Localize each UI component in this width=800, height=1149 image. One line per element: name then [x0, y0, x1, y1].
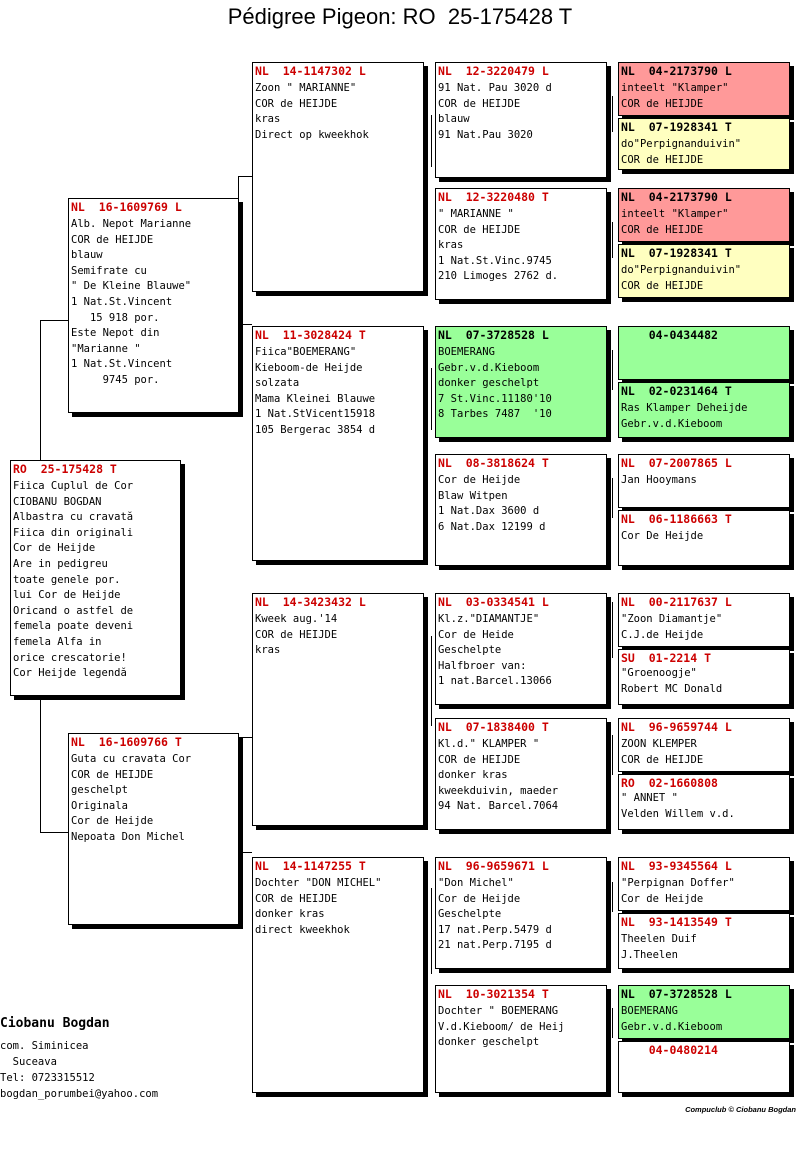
note-line: Mama Kleinei Blauwe — [255, 392, 376, 405]
great-grandparent-card[interactable] — [435, 326, 607, 438]
note-line: Velden Willem v.d. — [621, 807, 735, 820]
note-line: Jan Hooymans — [621, 474, 697, 486]
note-line: Fiica Cuplul de Cor — [13, 480, 134, 492]
ancestor-card[interactable] — [618, 510, 790, 566]
note-line: BOEMERANG — [621, 1005, 678, 1017]
ring-number: NL 07-3728528 L — [621, 987, 732, 1001]
note-line: 1 Nat.St.Vincent — [71, 295, 173, 308]
note-line: COR de HEIJDE — [438, 223, 521, 236]
connector — [238, 324, 252, 325]
ring-number: NL 11-3028424 T — [255, 328, 366, 342]
note-line: orice crescatorie! — [13, 651, 127, 664]
note-line: Fiica"BOEMERANG" — [255, 346, 357, 358]
note-line: Dochter " BOEMERANG — [438, 1005, 559, 1017]
ancestor-card[interactable] — [618, 857, 790, 911]
great-grandparent-card[interactable] — [435, 188, 607, 300]
note-line: inteelt "Klamper" — [621, 208, 729, 220]
note-line: Originala — [71, 799, 128, 812]
connector — [612, 222, 613, 258]
note-line: J.Theelen — [621, 948, 678, 961]
note-line: donker kras — [255, 908, 325, 921]
ring-number: NL 07-3728528 L — [438, 328, 549, 342]
ancestor-card[interactable] — [618, 718, 790, 772]
note-line: "Don Michel" — [438, 877, 514, 889]
sire-card[interactable] — [68, 198, 239, 413]
note-line: Fiica din originali — [13, 526, 134, 539]
note-line: kras — [255, 113, 281, 126]
note-line: solzata — [255, 377, 300, 390]
note-line: Albastra cu cravată — [13, 511, 134, 524]
ring-number: NL 14-1147302 L — [255, 64, 366, 78]
note-line: Cor de Heijde — [71, 815, 154, 828]
ring-number: NL 03-0334541 L — [438, 595, 549, 609]
grandparent-card[interactable] — [252, 593, 424, 826]
note-line: Robert MC Donald — [621, 682, 723, 695]
connector — [40, 832, 68, 833]
ancestor-card[interactable] — [618, 244, 790, 298]
ring-number: SU 01-2214 T — [621, 651, 712, 665]
connector — [612, 1008, 613, 1038]
note-line: Kweek aug.'14 — [255, 613, 338, 625]
connector — [431, 115, 432, 167]
ring-number: NL 16-1609766 T — [71, 735, 182, 749]
note-line: Cor De Heijde — [621, 530, 704, 542]
connector — [431, 636, 432, 726]
note-line: blauw — [438, 113, 470, 126]
note-line: "Perpignan Doffer" — [621, 877, 735, 889]
subject-pigeon-card[interactable] — [10, 460, 181, 696]
ring-number: RO 02-1660808 — [621, 776, 718, 790]
connector — [40, 700, 41, 832]
ancestor-card[interactable] — [618, 649, 790, 705]
connector — [612, 478, 613, 518]
ancestor-card[interactable] — [618, 118, 790, 170]
note-line: Cor de Heijde — [13, 542, 96, 555]
note-line: Zoon " MARIANNE" — [255, 82, 357, 94]
note-line: "Marianne " — [71, 342, 141, 355]
great-grandparent-card[interactable] — [435, 857, 607, 969]
ring-number: NL 16-1609769 L — [71, 200, 182, 214]
note-line: Cor de Heide — [438, 628, 514, 641]
great-grandparent-card[interactable] — [435, 454, 607, 566]
ancestor-card[interactable] — [618, 913, 790, 969]
grandparent-card[interactable] — [252, 62, 424, 292]
note-line: Alb. Nepot Marianne — [71, 218, 192, 230]
ancestor-card[interactable] — [618, 454, 790, 508]
note-line: donker kras — [438, 769, 508, 782]
owner-address-line: com. Siminicea — [0, 1040, 89, 1052]
connector — [431, 368, 432, 430]
ring-number: NL 12-3220480 T — [438, 190, 549, 204]
ancestor-card[interactable] — [618, 62, 790, 116]
note-line: Kl.d." KLAMPER " — [438, 738, 540, 750]
ring-number: NL 08-3818624 T — [438, 456, 549, 470]
ring-number: NL 93-1413549 T — [621, 915, 732, 929]
note-line: " De Kleine Blauwe" — [71, 280, 192, 293]
note-line: 9745 por. — [71, 373, 160, 386]
note-line: C.J.de Heijde — [621, 628, 704, 641]
note-line: Cor de Heijde — [621, 892, 704, 905]
note-line: COR de HEIJDE — [71, 768, 154, 781]
connector — [431, 888, 432, 974]
connector — [612, 602, 613, 658]
note-line: Kieboom-de Heijde — [255, 361, 363, 374]
note-line: do"Perpignanduivin" — [621, 138, 742, 150]
ring-number: NL 93-9345564 L — [621, 859, 732, 873]
note-line: 91 Nat. Pau 3020 d — [438, 82, 552, 94]
connector — [612, 96, 613, 132]
ring-number: 04-0434482 — [621, 328, 718, 342]
note-line: do"Perpignanduivin" — [621, 264, 742, 276]
note-line: 1 Nat.StVicent15918 — [255, 408, 376, 421]
great-grandparent-card[interactable] — [435, 985, 607, 1093]
note-line: 6 Nat.Dax 12199 d — [438, 520, 546, 533]
note-line: COR de HEIJDE — [438, 97, 521, 110]
note-line: 8 Tarbes 7487 '10 — [438, 408, 552, 421]
ring-number: NL 96-9659671 L — [438, 859, 549, 873]
note-line: "Zoon Diamantje" — [621, 613, 723, 625]
note-line: femela poate deveni — [13, 620, 134, 633]
ancestor-card[interactable] — [618, 774, 790, 830]
great-grandparent-card[interactable] — [435, 718, 607, 830]
note-line: COR de HEIJDE — [255, 892, 338, 905]
connector — [40, 320, 68, 321]
note-line: COR de HEIJDE — [621, 97, 704, 110]
grandparent-card[interactable] — [252, 857, 424, 1093]
connector — [238, 176, 252, 177]
note-line: blauw — [71, 249, 103, 262]
note-line: COR de HEIJDE — [255, 97, 338, 110]
note-line: COR de HEIJDE — [255, 628, 338, 641]
note-line: 94 Nat. Barcel.7064 — [438, 800, 559, 813]
note-line: Cor de Heijde — [438, 892, 521, 905]
note-line: Guta cu cravata Cor — [71, 753, 192, 765]
footer-credit: Compuclub © Ciobanu Bogdan — [685, 1105, 796, 1114]
note-line: " ANNET " — [621, 792, 678, 804]
note-line: Halfbroer van: — [438, 659, 527, 672]
note-line: 210 Limoges 2762 d. — [438, 270, 559, 283]
note-line: Ras Klamper Deheijde — [621, 402, 748, 414]
ring-number: NL 06-1186663 T — [621, 512, 732, 526]
note-line: 17 nat.Perp.5479 d — [438, 923, 552, 936]
ring-number: NL 12-3220479 L — [438, 64, 549, 78]
note-line: 7 St.Vinc.11180'10 — [438, 392, 552, 405]
ring-number: RO 25-175428 T — [13, 462, 117, 476]
connector — [612, 350, 613, 390]
ancestor-card[interactable] — [618, 382, 790, 438]
connector — [612, 882, 613, 912]
note-line: "Groenoogje" — [621, 667, 697, 679]
note-line: kras — [255, 644, 281, 657]
owner-email: bogdan_porumbei@yahoo.com — [0, 1088, 159, 1100]
note-line: 15 918 por. — [71, 311, 160, 324]
ring-number: NL 14-1147255 T — [255, 859, 366, 873]
note-line: Oricand o astfel de — [13, 604, 134, 617]
note-line: ZOON KLEMPER — [621, 738, 697, 750]
dam-card[interactable] — [68, 733, 239, 925]
note-line: BOEMERANG — [438, 346, 495, 358]
owner-address-line: Suceava — [0, 1056, 57, 1068]
note-line: Geschelpte — [438, 644, 502, 657]
note-line: Cor Heijde legendă — [13, 667, 127, 680]
note-line: Nepoata Don Michel — [71, 830, 185, 843]
note-line: Gebr.v.d.Kieboom — [438, 361, 540, 374]
note-line: 21 nat.Perp.7195 d — [438, 939, 552, 952]
note-line: 1 nat.Barcel.13066 — [438, 675, 552, 688]
note-line: COR de HEIJDE — [71, 233, 154, 246]
note-line: inteelt "Klamper" — [621, 82, 729, 94]
ring-number: NL 14-3423432 L — [255, 595, 366, 609]
ancestor-card[interactable] — [618, 593, 790, 647]
note-line: 1 Nat.Dax 3600 d — [438, 505, 540, 518]
owner-name: Ciobanu Bogdan — [0, 1016, 110, 1031]
ring-number: NL 96-9659744 L — [621, 720, 732, 734]
note-line: Semifrate cu — [71, 264, 147, 277]
note-line: Dochter "DON MICHEL" — [255, 877, 382, 889]
note-line: Direct op kweekhok — [255, 128, 369, 141]
note-line: Gebr.v.d.Kieboom — [621, 1020, 723, 1033]
note-line: femela Alfa in — [13, 635, 102, 648]
note-line: COR de HEIJDE — [621, 279, 704, 292]
note-line: kras — [438, 239, 464, 252]
ring-number: NL 04-2173790 L — [621, 190, 732, 204]
note-line: COR de HEIJDE — [438, 753, 521, 766]
ring-number: NL 04-2173790 L — [621, 64, 732, 78]
note-line: lui Cor de Heijde — [13, 589, 121, 602]
note-line: donker geschelpt — [438, 377, 540, 390]
ancestor-card[interactable] — [618, 1041, 790, 1093]
note-line: Kl.z."DIAMANTJE" — [438, 613, 540, 625]
great-grandparent-card[interactable] — [435, 593, 607, 705]
note-line: CIOBANU BOGDAN — [13, 495, 102, 508]
connector — [238, 737, 252, 738]
ring-number: NL 07-1838400 T — [438, 720, 549, 734]
note-line: Cor de Heijde — [438, 474, 521, 486]
note-line: donker geschelpt — [438, 1036, 540, 1049]
ancestor-card[interactable] — [618, 985, 790, 1039]
note-line: Blaw Witpen — [438, 489, 508, 502]
note-line: toate genele por. — [13, 573, 121, 586]
note-line: direct kweekhok — [255, 923, 350, 936]
note-line: COR de HEIJDE — [621, 223, 704, 236]
grandparent-card[interactable] — [252, 326, 424, 561]
ring-number: NL 10-3021354 T — [438, 987, 549, 1001]
note-line: 1 Nat.St.Vincent — [71, 358, 173, 371]
connector — [238, 852, 252, 853]
note-line: 91 Nat.Pau 3020 — [438, 128, 533, 141]
ring-number: 04-0480214 — [621, 1043, 718, 1057]
great-grandparent-card[interactable] — [435, 62, 607, 178]
note-line: kweekduivin, maeder — [438, 784, 559, 797]
note-line: V.d.Kieboom/ de Heij — [438, 1020, 565, 1033]
ancestor-card[interactable] — [618, 188, 790, 242]
connector — [612, 735, 613, 775]
note-line: Theelen Duif — [621, 933, 697, 945]
page-title: Pédigree Pigeon: RO 25-175428 T — [227, 4, 573, 29]
ring-number: NL 02-0231464 T — [621, 384, 732, 398]
note-line: 105 Bergerac 3854 d — [255, 423, 376, 436]
note-line: Este Nepot din — [71, 327, 160, 340]
ring-number: NL 07-1928341 T — [621, 120, 732, 134]
note-line: COR de HEIJDE — [621, 153, 704, 166]
connector — [40, 320, 41, 460]
note-line: Are in pedigreu — [13, 557, 108, 570]
ring-number: NL 07-1928341 T — [621, 246, 732, 260]
ancestor-card[interactable] — [618, 326, 790, 380]
note-line: COR de HEIJDE — [621, 753, 704, 766]
note-line: geschelpt — [71, 784, 128, 797]
note-line: Gebr.v.d.Kieboom — [621, 417, 723, 430]
note-line: 1 Nat.St.Vinc.9745 — [438, 254, 552, 267]
note-line: " MARIANNE " — [438, 208, 514, 220]
note-line: Geschelpte — [438, 908, 502, 921]
ring-number: NL 00-2117637 L — [621, 595, 732, 609]
owner-phone: Tel: 0723315512 — [0, 1072, 95, 1084]
ring-number: NL 07-2007865 L — [621, 456, 732, 470]
